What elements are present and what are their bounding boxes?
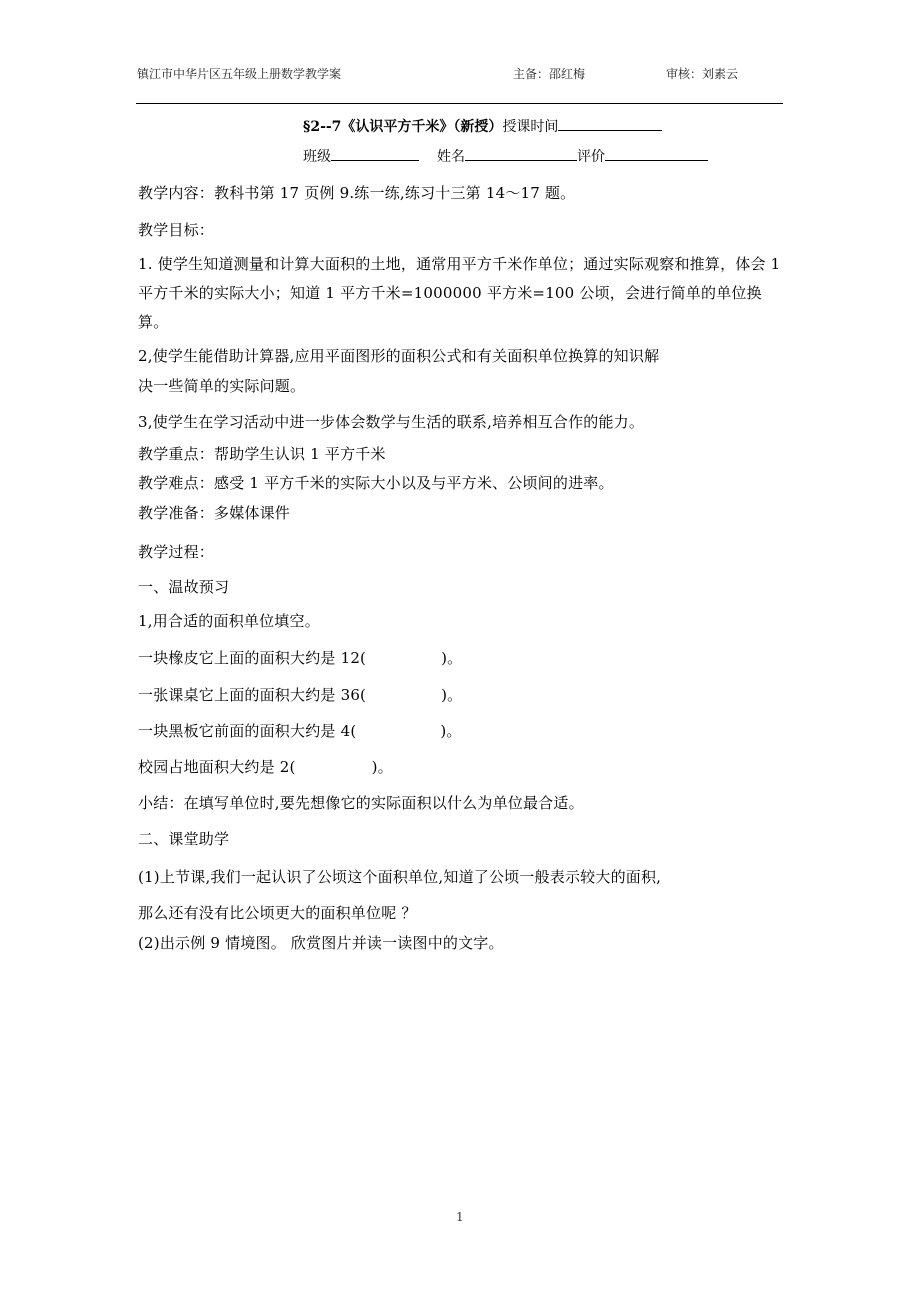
page-number: 1: [456, 1210, 464, 1224]
exercise-item-2: 一张课桌它上面的面积大约是 36( )。: [138, 686, 463, 704]
header-author: 主备：邵红梅: [513, 67, 586, 81]
time-blank[interactable]: [558, 115, 662, 131]
header-rule: [136, 103, 783, 104]
exercise-item-1: 一块橡皮它上面的面积大约是 12( )。: [138, 649, 463, 667]
step-1-line-2: 那么还有没有比公顷更大的面积单位呢 ？: [138, 904, 417, 922]
header-school-title: 镇江市中华片区五年级上册数学教学案: [137, 67, 342, 81]
goal-2-line-1: 2,使学生能借助计算器,应用平面图形的面积公式和有关面积单位换算的知识解: [138, 347, 660, 365]
key-point: 教学重点：帮助学生认识 1 平方千米: [138, 445, 386, 463]
difficulty: 教学难点：感受 1 平方千米的实际大小以及与平方米、公顷间的进率。: [138, 474, 614, 492]
header-reviewer: 审核：刘素云: [666, 67, 739, 81]
time-label: 授课时间: [502, 119, 559, 135]
process-heading: 教学过程：: [138, 543, 215, 561]
rating-label: 评价: [577, 149, 605, 165]
lesson-title-line: [303, 115, 662, 137]
goal-2-line-2: 决一些简单的实际问题。: [138, 377, 306, 395]
preparation: 教学准备：多媒体课件: [138, 504, 291, 522]
step-2: (2)出示例 9 情境图。 欣赏图片并读一读图中的文字。: [138, 934, 504, 952]
exercise-item-3: 一块黑板它前面的面积大约是 4( )。: [138, 722, 462, 740]
section-2-heading: 二、课堂助学: [138, 830, 230, 848]
teaching-content: 教学内容：教科书第 17 页例 9.练一练,练习十三第 14～17 题。: [138, 184, 576, 202]
name-label: 姓名: [437, 149, 465, 165]
exercise-intro: 1,用合适的面积单位填空。: [138, 612, 320, 630]
class-blank[interactable]: [331, 145, 419, 161]
rating-blank[interactable]: [605, 145, 708, 161]
class-label: 班级: [303, 149, 331, 165]
student-info-line: [303, 145, 708, 167]
lesson-title: §2--7《认识平方千米》（新授）: [303, 119, 503, 135]
goals-heading: 教学目标：: [138, 221, 215, 239]
goal-1: 1. 使学生知道测量和计算大面积的土地，通常用平方千米作单位；通过实际观察和推算，体会 1 平方千米的实际大小；知道 1 平方千米=1000000 平方米=100 公顷，会进行简单的单位换算。: [138, 255, 781, 331]
exercise-item-4: 校园占地面积大约是 2( )。: [138, 758, 393, 776]
name-blank[interactable]: [465, 145, 577, 161]
step-1-line-1: (1)上节课,我们一起认识了公顷这个面积单位,知道了公顷一般表示较大的面积,: [138, 868, 662, 886]
summary: 小结：在填写单位时,要先想像它的实际面积以什么为单位最合适。: [138, 794, 584, 812]
goal-3: 3,使学生在学习活动中进一步体会数学与生活的联系,培养相互合作的能力。: [138, 413, 645, 431]
section-1-heading: 一、温故预习: [138, 578, 230, 596]
